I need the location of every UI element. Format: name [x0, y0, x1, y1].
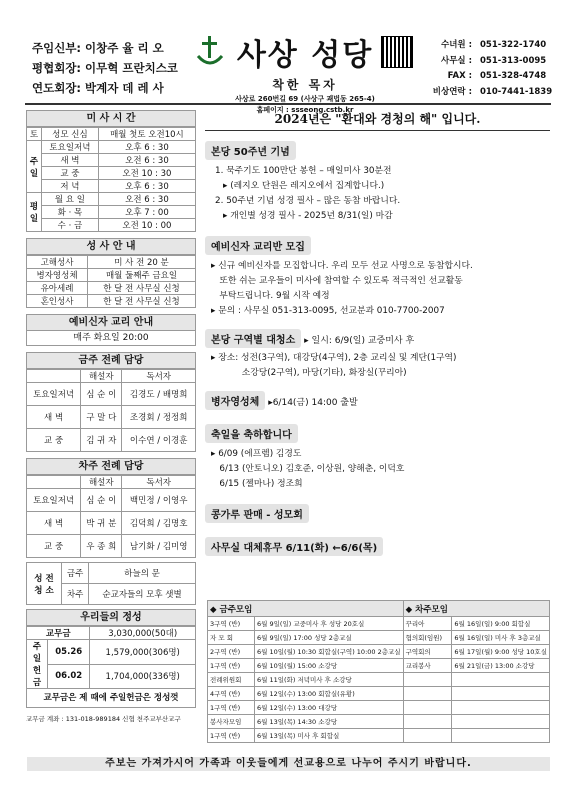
cell-text: 오전 10 : 30: [98, 167, 195, 180]
recruit-title: 예비신자 교리반 모집: [205, 236, 311, 255]
cell-text: 1구역 (반): [208, 729, 255, 743]
cell-text: 하늘의 문: [89, 563, 196, 584]
cell-text: 김경도 / 배명희: [122, 383, 196, 406]
sick-date: ▸6/14(금) 14:00 출발: [268, 398, 358, 408]
cell-text: [452, 729, 550, 743]
cell-text: ▸ 6/09 (에프렘) 김경도: [211, 449, 302, 459]
cell-text: 독서자: [122, 476, 196, 489]
cell-text: 교리봉사: [403, 659, 452, 673]
cell-text: 주일 헌금: [27, 640, 48, 689]
anniv-body: [215, 164, 550, 224]
cell-text: 3,030,000(50대): [90, 627, 196, 640]
church-homepage: 홈페이지 : ssseong.cstb.kr: [256, 106, 354, 114]
cell-text: 병자영성체: [27, 269, 88, 282]
this-week-liturgy-table: [26, 369, 196, 452]
cell-text: 또한 쉬는 교우들이 미사에 참여할 수 있도록 적극적인 선교활동: [211, 276, 463, 286]
cell-text: 금주: [62, 563, 89, 584]
contacts: [432, 38, 552, 100]
sacrament-title: 성 사 안 내: [26, 238, 196, 255]
cell-text: 6월 12일(수) 13:00 회합실(유황): [255, 687, 404, 701]
cell-text: 한 달 전 사무실 신청: [88, 295, 196, 308]
cell-text: 이수연 / 이경훈: [122, 429, 196, 452]
cell-text: 혼인성사: [27, 295, 88, 308]
cell-text: 2. 50주년 기념 성경 필사 – 많은 동참 바랍니다.: [215, 196, 401, 206]
cell-text: 6월 10일(월) 15:00 소강당: [255, 659, 404, 673]
cell-text: 06.02: [48, 664, 90, 689]
cell-text: 봉사자모임: [208, 715, 255, 729]
cell-text: 구역회의: [403, 645, 452, 659]
cell-text: 1,704,000(336명): [90, 664, 196, 689]
offering-note: 교무금은 제 때에 주일헌금은 정성껏: [26, 689, 196, 708]
cell-text: [452, 673, 550, 687]
cell-text: 독서자: [122, 370, 196, 383]
cell-text: 심 순 이: [81, 489, 122, 512]
cell-text: 비상연락 :: [432, 86, 472, 97]
cell-text: 매월 둘째주 금요일: [88, 269, 196, 282]
cell-text: 6/15 (젤마나) 정조희: [211, 479, 303, 489]
cell-text: 미 사 전 20 분: [88, 256, 196, 269]
next-week-liturgy-table: [26, 475, 196, 558]
council-president: 평협회장: 이무혁 프란치스코: [32, 61, 178, 75]
cell-text: [452, 701, 550, 715]
mass-table: [26, 127, 196, 232]
cell-text: 김 귀 자: [81, 429, 122, 452]
cell-text: 010-7441-1839: [480, 86, 553, 97]
cell-text: [403, 673, 452, 687]
footer-message: 주보는 가져가시어 가족과 이웃들에게 선교용으로 나누어 주시기 바랍니다.: [27, 757, 550, 771]
office-title: 사무실 대체휴무 6/11(화) ←6/6(목): [205, 537, 383, 556]
cell-text: 05.26: [48, 640, 90, 665]
cell-text: 새 벽: [42, 154, 99, 167]
feast-title: 축일을 축하합니다: [205, 424, 298, 443]
cell-text: ▸ 장소: 성전(3구역), 대강당(4구역), 2층 교리실 및 계단(1구역): [211, 353, 457, 363]
recruit-body: [211, 259, 550, 319]
clean-body: [211, 351, 550, 381]
sacrament-table: [26, 255, 196, 308]
this-week-liturgy-title: 금주 전례 담당: [26, 352, 196, 369]
cell-text: 6월 16일(일) 미사 후 3층교실: [452, 631, 550, 645]
cell-text: ▸ 개인별 성경 필사 - 2025년 8/31(일) 마감: [223, 211, 393, 221]
cell-text: 고해성사: [27, 256, 88, 269]
cell-text: 오전 6 : 30: [98, 193, 195, 206]
offering-table: [26, 626, 196, 689]
feast-body: [211, 447, 550, 492]
cell-text: 박 귀 분: [81, 512, 122, 535]
cell-text: 6월 16일(일) 9:00 회합실: [452, 617, 550, 631]
cell-text: [452, 715, 550, 729]
cell-text: 꾸리아: [403, 617, 452, 631]
cell-text: 6월 9일(일) 17:00 성당 2층교실: [255, 631, 404, 645]
cell-text: 오전 10 : 00: [98, 219, 195, 232]
cell-text: 해설자: [81, 370, 122, 383]
cell-text: 교 중: [42, 167, 99, 180]
meetings: [207, 600, 550, 743]
cell-text: 구 말 다: [81, 406, 122, 429]
right-column: [205, 110, 550, 556]
catechumen-title: 예비신자 교리 안내: [26, 314, 196, 331]
cell-text: 소강당(2구역), 마당(기타), 화장실(꾸리아): [211, 368, 407, 378]
cleaning-table: [26, 562, 196, 605]
cell-text: 성모 신심: [42, 128, 99, 141]
cell-text: ▸ (레지오 단원은 레지오에서 집계합니다.): [223, 181, 385, 191]
cell-text: 해설자: [81, 476, 122, 489]
cell-text: [403, 729, 452, 743]
cell-text: ▸ 문의 : 사무실 051-313-0095, 선교분과 010-7700-2007: [211, 306, 445, 316]
cell-text: 교 중: [27, 535, 81, 558]
header-divider: [25, 103, 551, 105]
cell-text: [452, 687, 550, 701]
church-name: 사상 성당: [236, 38, 374, 73]
offering-account: 교무금 계좌 : 131-018-989184 신협 천주교부산교구: [26, 715, 181, 723]
cell-text: 토요일저녁: [27, 383, 81, 406]
mass-title: 미 사 시 간: [26, 110, 196, 127]
cell-text: [403, 687, 452, 701]
cell-text: 우 종 희: [81, 535, 122, 558]
cell-text: 2구역 (반): [208, 645, 255, 659]
cell-text: 오후 6 : 30: [98, 180, 195, 193]
cell-text: 한 달 전 사무실 신청: [88, 282, 196, 295]
cell-text: 6월 13일(목) 미사 후 회합실: [255, 729, 404, 743]
left-column: [26, 110, 196, 723]
cell-text: 저 녁: [42, 180, 99, 193]
offering-title: 우리들의 정성: [26, 609, 196, 626]
cell-text: 남기화 / 김미영: [122, 535, 196, 558]
cell-text: 매월 첫토 오전10시: [98, 128, 195, 141]
sale-title: 콩가루 판매 - 성모회: [205, 504, 309, 523]
header-officers: [32, 38, 178, 98]
cell-text: 6월 13일(목) 14:30 소강당: [255, 715, 404, 729]
cell-text: ◆ 차주모임: [403, 601, 549, 617]
cell-text: 토요일저녁: [27, 489, 81, 512]
church-patron: 착한 목자: [272, 78, 338, 92]
cell-text: 수녀원 :: [441, 40, 472, 50]
cell-text: 1,579,000(306명): [90, 640, 196, 665]
cell-text: [403, 701, 452, 715]
meetings-table: [207, 600, 550, 743]
church-address: 사상로 260번길 69 (사상구 괘법동 265-4): [235, 95, 375, 103]
cell-text: 6월 21일(금) 13:00 소강당: [452, 659, 550, 673]
anniv-title: 본당 50주년 기념: [205, 141, 296, 160]
cell-text: 오후 6 : 30: [98, 141, 195, 154]
cell-text: 교무금: [27, 627, 90, 640]
cell-text: 주일: [27, 141, 42, 193]
cell-text: 조경회 / 정정희: [122, 406, 196, 429]
cell-text: 부탁드립니다. 9월 시작 예정: [211, 291, 330, 301]
cell-text: 6월 10일(월) 10:30 회합실(구역) 10:00 2층교실: [255, 645, 404, 659]
cell-text: 전례위원회: [208, 673, 255, 687]
cell-text: 심 순 이: [81, 383, 122, 406]
cell-text: 6월 9일(일) 교중미사 후 성당 20호실: [255, 617, 404, 631]
cell-text: 평일: [27, 193, 42, 232]
cell-text: 051-313-0095: [480, 55, 547, 66]
cell-text: 6/13 (안토니오) 김호준, 이상원, 양해춘, 이덕호: [211, 464, 405, 474]
cell-text: 051-328-4748: [480, 71, 547, 81]
cell-text: 051-322-1740: [480, 40, 547, 50]
clean-date: ▸ 일시: 6/9(일) 교중미사 후: [304, 336, 415, 346]
cell-text: 순교자들의 모후 샛별: [89, 584, 196, 605]
cell-text: 유아세례: [27, 282, 88, 295]
cell-text: 자 모 회: [208, 631, 255, 645]
sick-title: 병자영성체: [205, 391, 265, 410]
cell-text: 새 벽: [27, 406, 81, 429]
cell-text: 오후 7 : 00: [98, 206, 195, 219]
cell-text: 협의회(임원): [403, 631, 452, 645]
next-week-liturgy-title: 차주 전례 담당: [26, 458, 196, 475]
legion-president: 연도회장: 박계자 데 레 사: [32, 81, 164, 95]
cell-text: 사무실 :: [441, 55, 472, 66]
cell-text: 성 전 청 소: [27, 563, 62, 605]
qr-code-icon: [381, 36, 413, 68]
cell-text: 6월 12일(수) 13:00 대강당: [255, 701, 404, 715]
cell-text: ▸ 신규 예비신자를 모집합니다. 우리 모두 선교 사명으로 동참합시다.: [211, 261, 473, 271]
cell-text: 토: [27, 128, 42, 141]
cell-text: 1구역 (반): [208, 659, 255, 673]
cell-text: 백민정 / 이영우: [122, 489, 196, 512]
cell-text: FAX :: [447, 71, 472, 81]
cell-text: 수 · 금: [42, 219, 99, 232]
cell-text: 새 벽: [27, 512, 81, 535]
cell-text: 3구역 (반): [208, 617, 255, 631]
cell-text: 교 중: [27, 429, 81, 452]
clean-title: 본당 구역별 대청소: [205, 329, 301, 348]
pastor: 주임신부: 이창주 율 리 오: [32, 41, 164, 55]
year-title: 2024년은 "환대와 경청의 해" 입니다.: [205, 110, 550, 131]
catechumen-time: 매주 화요일 20:00: [26, 331, 196, 346]
cell-text: 화 · 목: [42, 206, 99, 219]
cell-text: 4구역 (반): [208, 687, 255, 701]
cell-text: ◆ 금주모임: [208, 601, 404, 617]
cell-text: [403, 715, 452, 729]
cell-text: 토요일저녁: [42, 141, 99, 154]
cell-text: 김덕희 / 김명호: [122, 512, 196, 535]
cell-text: 6월 11일(화) 저녁미사 후 소강당: [255, 673, 404, 687]
cell-text: 1구역 (반): [208, 701, 255, 715]
cell-text: 차주: [62, 584, 89, 605]
cell-text: 6월 17일(월) 9:00 성당 10호실: [452, 645, 550, 659]
cell-text: 오전 6 : 30: [98, 154, 195, 167]
cell-text: 월 요 일: [42, 193, 99, 206]
cell-text: 1. 묵주기도 100만단 봉헌 – 매일미사 30분전: [215, 166, 392, 176]
